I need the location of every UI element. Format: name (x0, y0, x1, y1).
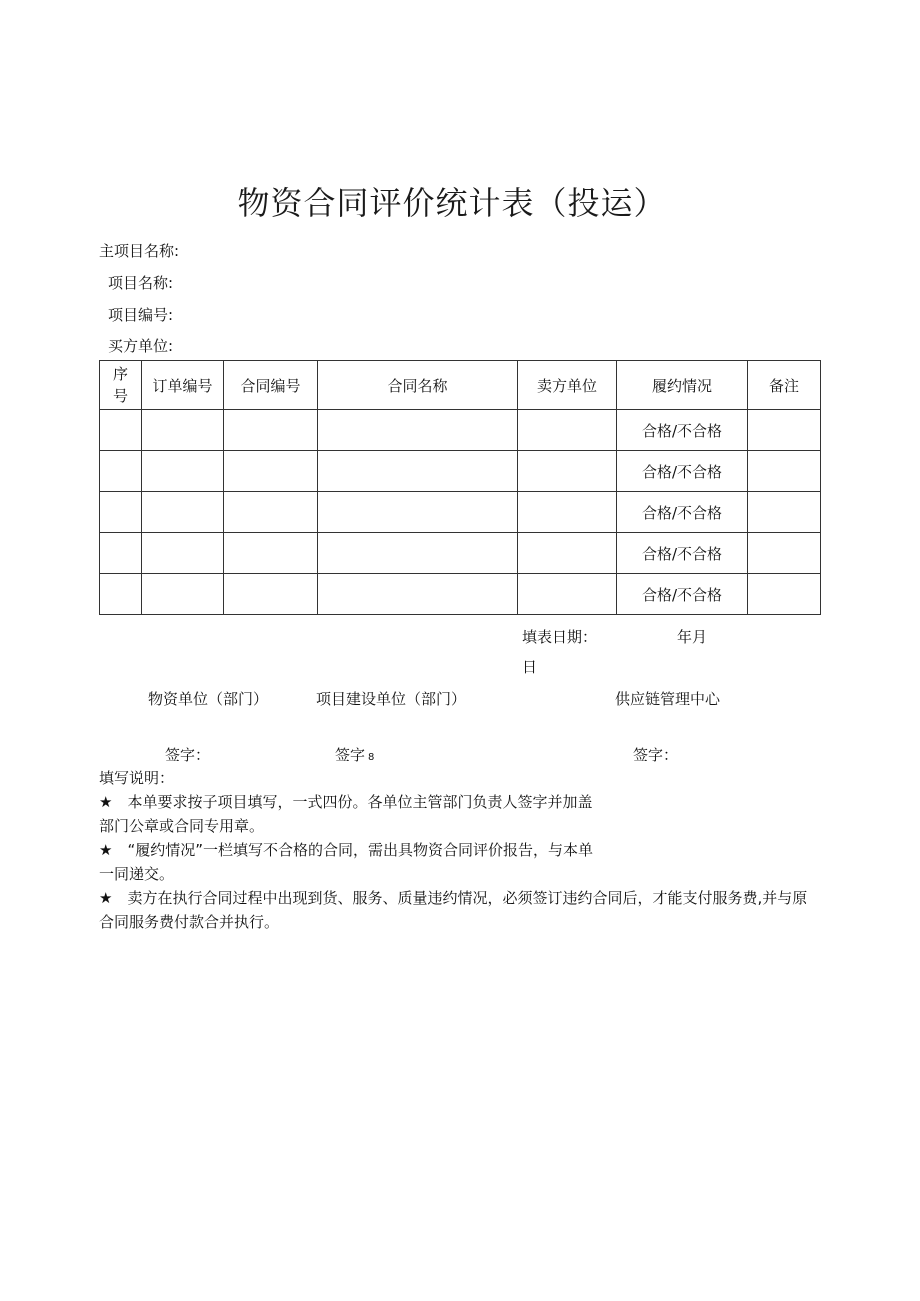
cell-seq[interactable] (100, 410, 142, 451)
cell-seq[interactable] (100, 492, 142, 533)
cell-contract-no[interactable] (224, 492, 318, 533)
cell-seller[interactable] (518, 533, 617, 574)
table-row (100, 410, 821, 451)
cell-contract-no[interactable] (224, 410, 318, 451)
signature-label-2 (335, 744, 374, 765)
cell-seller[interactable] (518, 492, 617, 533)
cell-remark[interactable] (748, 533, 821, 574)
cell-remark[interactable] (748, 410, 821, 451)
cell-seller[interactable] (518, 451, 617, 492)
fill-date-label: 填表日期： (522, 628, 598, 646)
fill-date-year-month: 年月 (677, 628, 708, 646)
cell-remark[interactable] (748, 492, 821, 533)
table-header-row (100, 361, 821, 410)
cell-performance[interactable]: 合格/不合格 (617, 410, 748, 451)
cell-seq[interactable] (100, 451, 142, 492)
cell-contract-name[interactable] (318, 451, 518, 492)
sign-dept-supply-chain: 供应链管理中心 (615, 690, 721, 708)
cell-contract-no[interactable] (224, 451, 318, 492)
cell-order-no[interactable] (142, 574, 224, 615)
header-contract-name: 合同名称 (318, 361, 518, 410)
header-seq-line2: 号 (112, 387, 128, 405)
header-contract-no: 合同编号 (224, 361, 318, 410)
cell-contract-no[interactable] (224, 574, 318, 615)
cell-seller[interactable] (518, 410, 617, 451)
table-row (100, 533, 821, 574)
cell-performance[interactable]: 合格/不合格 (617, 574, 748, 615)
instruction-item: ★ “履约情况”一栏填写不合格的合同，需出具物资合同评价报告，与本单一同递交。 (99, 841, 593, 883)
instruction-item: ★ 卖方在执行合同过程中出现到货、服务、质量违约情况，必须签订违约合同后，才能支付服务费,并与原合同服务费付款合并执行。 (99, 889, 808, 931)
cell-contract-name[interactable] (318, 492, 518, 533)
cell-order-no[interactable] (142, 533, 224, 574)
cell-remark[interactable] (748, 574, 821, 615)
signature-label-3: 签字： (633, 746, 679, 764)
page-title: 物资合同评价统计表（投运） (237, 184, 667, 222)
signature-mark: 8 (368, 752, 375, 763)
signature-label-1: 签字： (165, 746, 211, 764)
instruction-item: ★ 本单要求按子项目填写，一式四份。各单位主管部门负责人签字并加盖部门公章或合同专用章。 (99, 793, 593, 835)
cell-seq[interactable] (100, 574, 142, 615)
project-no-label: 项目编号: (108, 306, 174, 324)
project-name-label: 项目名称: (108, 274, 174, 292)
cell-contract-name[interactable] (318, 533, 518, 574)
fill-date-day: 日 (522, 658, 538, 676)
cell-performance[interactable]: 合格/不合格 (617, 533, 748, 574)
cell-seller[interactable] (518, 574, 617, 615)
cell-performance[interactable]: 合格/不合格 (617, 451, 748, 492)
table-row (100, 451, 821, 492)
cell-contract-name[interactable] (318, 410, 518, 451)
cell-order-no[interactable] (142, 410, 224, 451)
header-seq (100, 361, 142, 410)
cell-order-no[interactable] (142, 492, 224, 533)
cell-contract-no[interactable] (224, 533, 318, 574)
header-remark: 备注 (748, 361, 821, 410)
signature-label-2-text: 签字 (335, 746, 366, 764)
header-seller: 卖方单位 (518, 361, 617, 410)
table-row (100, 574, 821, 615)
contract-table (99, 360, 821, 615)
instructions-heading: 填写说明： (99, 769, 175, 787)
header-seq-line1: 序 (112, 365, 128, 383)
cell-seq[interactable] (100, 533, 142, 574)
sign-dept-materials: 物资单位（部门） (148, 690, 269, 708)
cell-contract-name[interactable] (318, 574, 518, 615)
table-row (100, 492, 821, 533)
header-performance: 履约情况 (617, 361, 748, 410)
cell-performance[interactable]: 合格/不合格 (617, 492, 748, 533)
cell-order-no[interactable] (142, 451, 224, 492)
cell-remark[interactable] (748, 451, 821, 492)
main-project-label: 主项目名称: (99, 242, 180, 260)
instructions (99, 766, 819, 934)
sign-dept-construction: 项目建设单位（部门） (316, 690, 467, 708)
header-order-no: 订单编号 (142, 361, 224, 410)
buyer-label: 买方单位: (108, 337, 174, 355)
